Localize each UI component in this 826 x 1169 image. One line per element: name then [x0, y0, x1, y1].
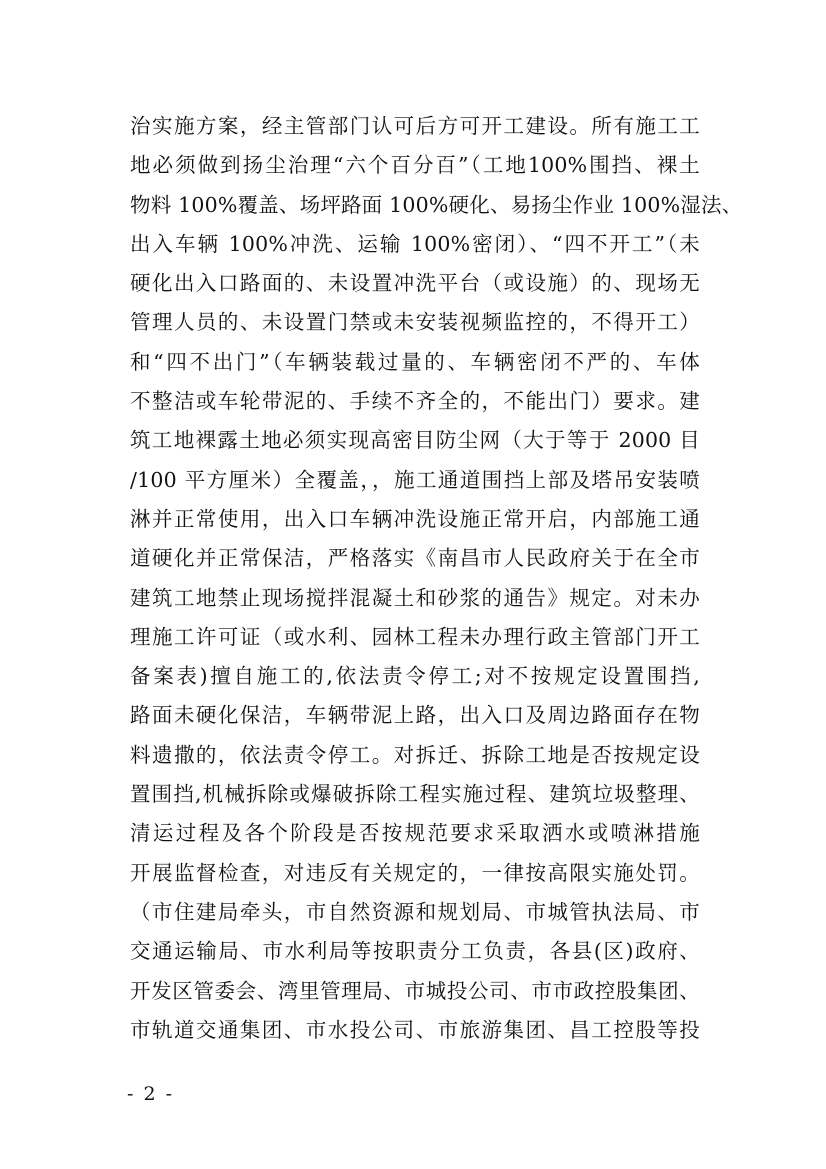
- text-line: 路面未硬化保洁，车辆带泥上路，出入口及周边路面存在物: [130, 703, 700, 728]
- text-line: 备案表)擅自施工的,依法责令停工;对不按规定设置围挡,: [130, 664, 700, 689]
- text-line: 理施工许可证（或水利、园林工程未办理行政主管部门开工: [130, 624, 700, 649]
- text-line: 清运过程及各个阶段是否按规范要求采取洒水或喷淋措施: [130, 821, 700, 846]
- text-line: 治实施方案，经主管部门认可后方可开工建设。所有施工工: [130, 114, 700, 138]
- text-line: 不整洁或车轮带泥的、手续不齐全的，不能出门）要求。建: [130, 389, 700, 414]
- page-number: - 2 -: [127, 1083, 175, 1105]
- text-line: /100 平方厘米）全覆盖，，施工通道围挡上部及塔吊安装喷: [130, 467, 700, 492]
- text-line: 和“四不出门”（车辆装载过量的、车辆密闭不严的、车体: [130, 349, 700, 374]
- text-line: 淋并正常使用，出入口车辆冲洗设施正常开启，内部施工通: [130, 506, 700, 531]
- text-line: 市轨道交通集团、市水投公司、市旅游集团、昌工控股等投: [130, 1017, 700, 1042]
- text-line: 筑工地裸露土地必须实现高密目防尘网（大于等于 2000 目: [130, 428, 700, 453]
- text-line: 硬化出入口路面的、未设置冲洗平台（或设施）的、现场无: [130, 271, 700, 296]
- text-line: 出入车辆 100%冲洗、运输 100%密闭）、“四不开工”（未: [130, 231, 700, 256]
- text-line: 料遗撒的，依法责令停工。对拆迁、拆除工地是否按规定设: [130, 742, 700, 767]
- text-line: （市住建局牵头，市自然资源和规划局、市城管执法局、市: [130, 899, 700, 924]
- text-line: 道硬化并正常保洁，严格落实《南昌市人民政府关于在全市: [130, 546, 700, 571]
- text-line: 交通运输局、市水利局等按职责分工负责，各县(区)政府、: [130, 939, 700, 964]
- text-line: 物料 100%覆盖、场坪路面 100%硬化、易扬尘作业 100%湿法、: [130, 192, 743, 217]
- text-line: 置围挡,机械拆除或爆破拆除工程实施过程、建筑垃圾整理、: [130, 782, 700, 807]
- body-text: [130, 107, 743, 1050]
- text-line: 开展监督检查，对违反有关规定的，一律按高限实施处罚。: [130, 860, 700, 885]
- text-line: 管理人员的、未设置门禁或未安装视频监控的，不得开工）: [130, 310, 700, 335]
- text-line: 开发区管委会、湾里管理局、市城投公司、市市政控股集团、: [130, 978, 700, 1003]
- text-line: 建筑工地禁止现场搅拌混凝土和砂浆的通告》规定。对未办: [130, 585, 700, 610]
- text-line: 地必须做到扬尘治理“六个百分百”（工地100%围挡、裸土: [130, 153, 700, 178]
